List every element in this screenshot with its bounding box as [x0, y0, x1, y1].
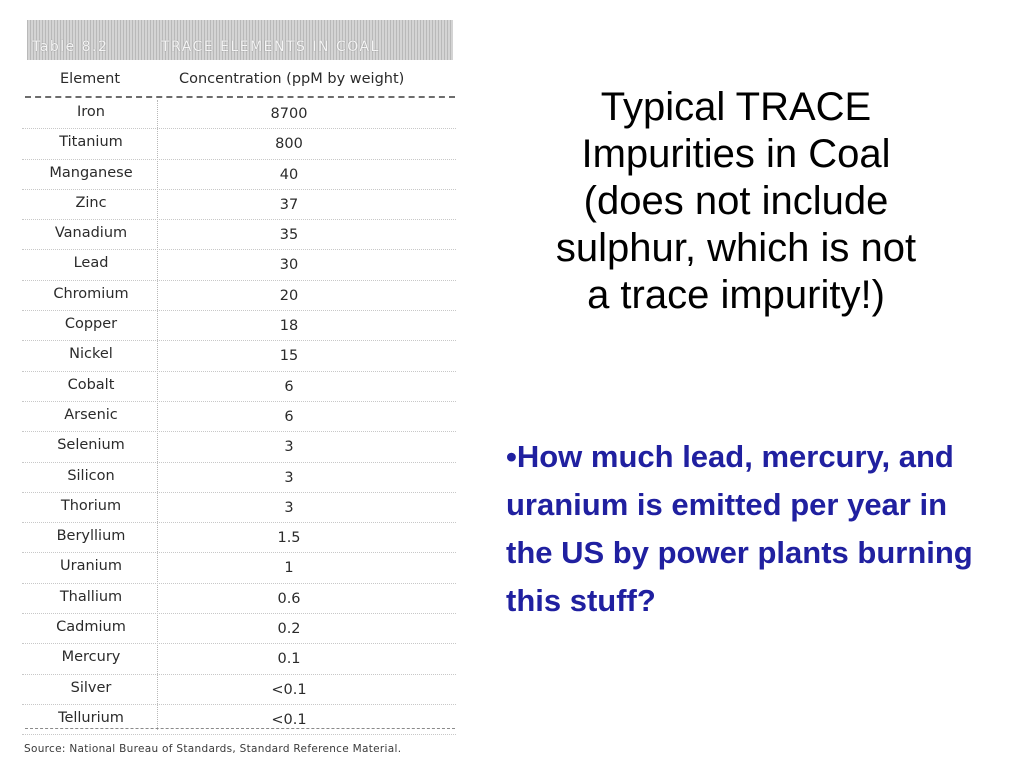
table-row	[22, 250, 456, 280]
concentration-value: 1	[284, 560, 294, 577]
table-body	[22, 99, 456, 735]
table-row	[22, 341, 456, 371]
element-name: Selenium	[57, 437, 125, 454]
header-concentration: Concentration (ppM by weight)	[179, 71, 405, 87]
table-header-row	[27, 68, 453, 98]
table-source-note: Source: National Bureau of Standards, Standard Reference Material.	[24, 743, 402, 755]
concentration-value: 3	[284, 499, 294, 516]
bullet-question: •How much lead, mercury, and uranium is emitted per year in the US by power plants burning this stuff?	[506, 439, 973, 618]
element-name: Silicon	[67, 467, 115, 484]
element-name: Lead	[73, 255, 109, 272]
element-name: Uranium	[60, 558, 122, 575]
element-name: Chromium	[53, 285, 129, 302]
table-row	[22, 553, 456, 583]
table-row	[22, 614, 456, 644]
element-name: Arsenic	[64, 406, 118, 423]
table-caption-number: Table 8.2	[32, 39, 109, 55]
concentration-value: <0.1	[271, 681, 307, 698]
concentration-value: 0.6	[277, 590, 301, 607]
table-row	[22, 281, 456, 311]
table-caption-bar	[27, 20, 453, 60]
table-row	[22, 190, 456, 220]
table-row	[22, 220, 456, 250]
element-name: Copper	[64, 316, 118, 333]
table-row	[22, 402, 456, 432]
concentration-value: 18	[279, 318, 299, 335]
slide-title-line: a trace impurity!)	[587, 273, 885, 317]
concentration-value: 37	[279, 196, 299, 213]
table-row	[22, 372, 456, 402]
slide-title-line: Typical TRACE	[600, 85, 872, 129]
concentration-value: 3	[284, 439, 294, 456]
slide-title-line: sulphur, which is not	[555, 226, 917, 270]
element-name: Cadmium	[56, 619, 126, 636]
element-name: Vanadium	[54, 225, 128, 242]
element-name: Cobalt	[67, 376, 115, 393]
concentration-value: 0.1	[277, 651, 301, 668]
concentration-value: 3	[284, 469, 294, 486]
table-caption-title: TRACE ELEMENTS IN COAL	[161, 39, 380, 55]
element-name: Titanium	[59, 134, 123, 151]
concentration-value: 1.5	[277, 530, 301, 547]
slide-title-line: (does not include	[583, 179, 889, 223]
table-row	[22, 584, 456, 614]
concentration-value: 0.2	[277, 621, 301, 638]
table-row	[22, 311, 456, 341]
concentration-value: 20	[279, 287, 299, 304]
concentration-value: 800	[275, 136, 303, 153]
concentration-value: 35	[279, 227, 299, 244]
table-bottom-divider	[25, 728, 455, 729]
table-row	[22, 493, 456, 523]
concentration-value: 6	[284, 378, 294, 395]
concentration-value: <0.1	[271, 711, 307, 728]
table-row	[22, 675, 456, 705]
header-element: Element	[60, 71, 121, 87]
element-name: Iron	[77, 104, 105, 120]
concentration-value: 30	[279, 257, 299, 274]
header-divider	[25, 96, 455, 98]
element-name: Nickel	[69, 346, 113, 363]
slide-title-line: Impurities in Coal	[581, 132, 891, 176]
table-row	[22, 644, 456, 674]
concentration-value: 40	[279, 166, 299, 183]
table-row	[22, 705, 456, 735]
element-name: Silver	[70, 679, 112, 696]
trace-elements-table	[22, 16, 456, 762]
slide-title	[490, 84, 982, 319]
element-name: Thallium	[59, 588, 123, 605]
element-name: Beryllium	[56, 528, 126, 545]
element-name: Mercury	[61, 649, 121, 666]
table-row	[22, 523, 456, 553]
element-name: Thorium	[60, 497, 122, 514]
table-row	[22, 463, 456, 493]
table-row	[22, 160, 456, 190]
concentration-value: 15	[279, 348, 299, 365]
element-name: Tellurium	[58, 709, 124, 726]
table-row	[22, 99, 456, 129]
table-row	[22, 129, 456, 159]
element-name: Zinc	[75, 194, 107, 211]
table-row	[22, 432, 456, 462]
concentration-value: 6	[284, 408, 294, 425]
concentration-value: 8700	[270, 106, 308, 122]
element-name: Manganese	[49, 164, 133, 181]
